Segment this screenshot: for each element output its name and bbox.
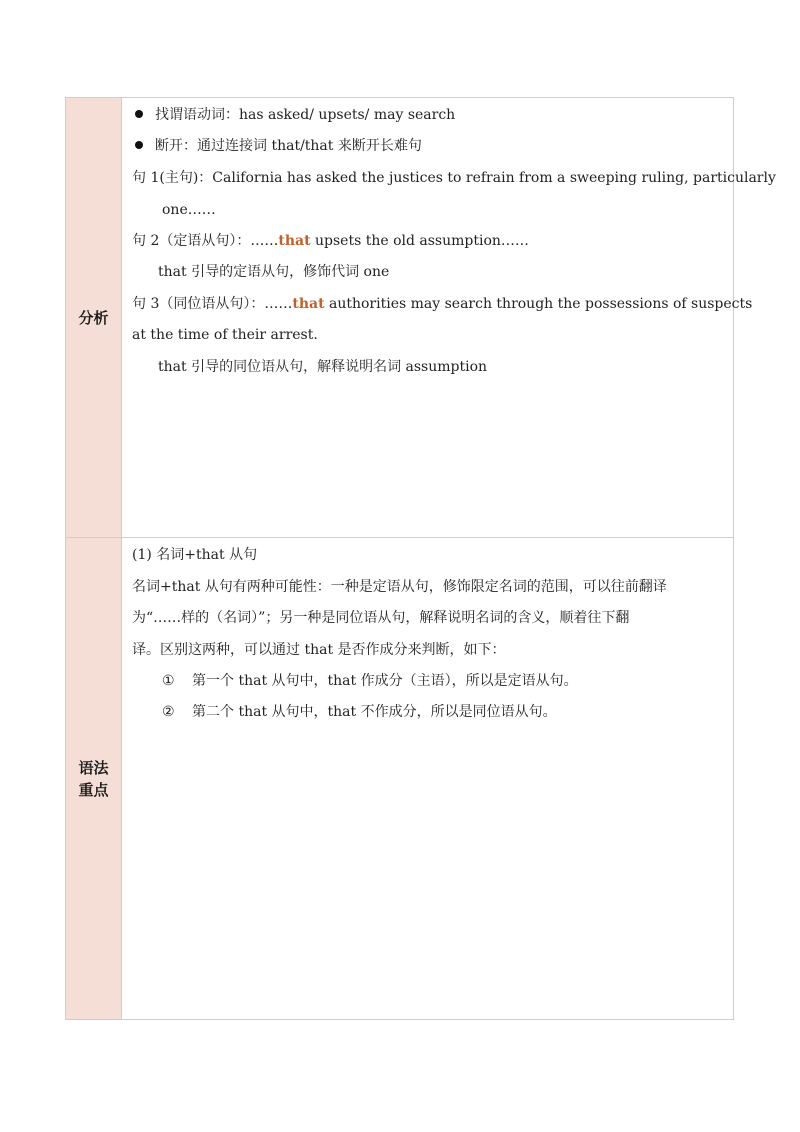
bullet-dot-icon bbox=[135, 141, 143, 149]
grammar-paragraph-line-1: 名词+that 从句有两种可能性：一种是定语从句，修饰限定名词的范围，可以往前翻译 bbox=[132, 579, 667, 595]
sentence-3: 句 3（同位语从句）：……that authorities may search through the possessions of suspects bbox=[132, 296, 753, 312]
analysis-label: 分析 bbox=[66, 98, 122, 537]
analysis-table bbox=[65, 97, 776, 1020]
grammar-content bbox=[122, 538, 733, 1019]
sentence-2-note: that 引导的定语从句，修饰代词 one bbox=[158, 264, 390, 280]
analysis-row bbox=[66, 98, 776, 538]
bullet-item: 断开：通过连接词 that/that 来断开长难句 bbox=[135, 136, 422, 156]
grammar-list-item: ② 第二个 that 从句中，that 不作成分，所以是同位语从句。 bbox=[162, 704, 557, 720]
grammar-heading: (1) 名词+that 从句 bbox=[132, 547, 258, 563]
bullet-dot-icon bbox=[135, 110, 143, 118]
grammar-paragraph-line-2: 为“……样的（名词）”；另一种是同位语从句，解释说明名词的含义，顺着往下翻 bbox=[132, 610, 630, 626]
bullet-item: 找谓语动词：has asked/ upsets/ may search bbox=[135, 105, 455, 125]
sentence-3-note: that 引导的同位语从句，解释说明名词 assumption bbox=[158, 359, 488, 375]
sentence-1-line-1: 句 1(主句)：California has asked the justices to refrain from a sweeping ruling, particularly bbox=[132, 170, 776, 186]
analysis-content bbox=[122, 98, 776, 537]
grammar-label: 语法 重点 bbox=[66, 538, 122, 1019]
highlight-that: that bbox=[292, 296, 325, 312]
sentence-3-line-2: at the time of their arrest. bbox=[132, 327, 318, 343]
grammar-paragraph-line-3: 译。区别这两种，可以通过 that 是否作成分来判断，如下： bbox=[132, 642, 506, 658]
grammar-row bbox=[66, 538, 733, 1019]
highlight-that: that bbox=[278, 233, 311, 249]
sentence-1-line-2: one…… bbox=[162, 202, 216, 218]
grammar-list-item: ① 第一个 that 从句中，that 作成分（主语），所以是定语从句。 bbox=[162, 673, 578, 689]
sentence-2: 句 2（定语从句）：……that upsets the old assumption…… bbox=[132, 233, 529, 249]
